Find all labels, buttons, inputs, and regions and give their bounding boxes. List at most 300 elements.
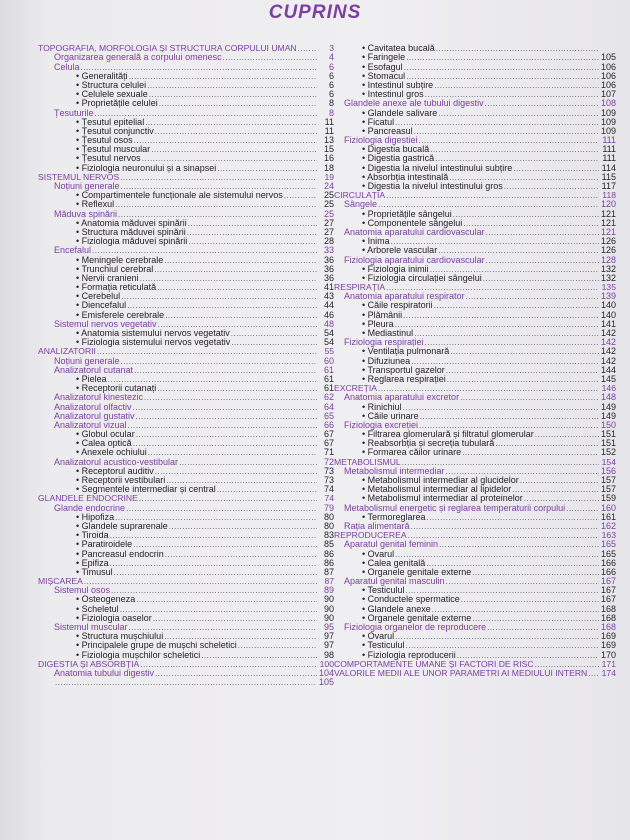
dot-leader: [504, 182, 599, 191]
toc-entry: [334, 513, 616, 522]
dot-leader: [136, 412, 317, 421]
dot-leader: [134, 136, 317, 145]
dot-leader: [128, 421, 317, 430]
dot-leader: [81, 63, 317, 72]
toc-entry-title: • Structura măduvei spinării: [76, 228, 186, 237]
dot-leader: [148, 448, 317, 457]
toc-entry-title: Fiziologia digestiei: [344, 135, 418, 146]
toc-entry-title: Aparatul genital masculin: [344, 576, 445, 587]
toc-entry: [38, 540, 334, 549]
toc-entry-page: 79: [323, 503, 334, 513]
toc-entry-page: 25: [323, 200, 334, 210]
toc-entry: [38, 310, 334, 319]
toc-entry: [334, 72, 616, 81]
toc-entry: [334, 375, 616, 384]
toc-entry-title: Sângele: [344, 200, 378, 210]
toc-entry-title: • Glandele suprarenale: [76, 522, 168, 531]
toc-entry-page: 98: [323, 650, 334, 660]
toc-entry-title: Țesuturile: [54, 108, 94, 118]
toc-entry-title: • Testiculul: [362, 586, 405, 595]
dot-leader: [187, 228, 317, 237]
toc-entry-page: 121: [600, 218, 616, 228]
toc-entry-title: Fiziologia aparatului cardiovascular: [344, 255, 485, 265]
toc-entry-page: 19: [324, 172, 334, 182]
toc-entry-title: • Căile respiratorii: [362, 301, 433, 310]
page-title: CUPRINS: [268, 2, 362, 23]
dot-leader: [155, 669, 317, 678]
dot-leader: [142, 154, 317, 163]
dot-leader: [457, 651, 599, 660]
toc-entry-page: 171: [601, 659, 616, 669]
dot-leader: [159, 99, 317, 108]
dot-leader: [425, 338, 599, 347]
toc-entry-page: 169: [600, 632, 616, 642]
toc-left-column: [38, 44, 334, 687]
toc-entry-page: 142: [600, 356, 616, 366]
toc-entry-title: Metabolismul intermediar: [344, 466, 445, 476]
toc-entry-title: • Formația reticulată: [76, 283, 156, 292]
dot-leader: [395, 320, 599, 329]
toc-entry: [38, 246, 334, 255]
toc-entry: [38, 375, 334, 384]
dot-leader: [513, 164, 599, 173]
toc-entry-page: 11: [324, 117, 334, 127]
dot-leader: [298, 44, 317, 53]
toc-entry-title: • Ficatul: [362, 118, 394, 127]
toc-entry-title: • Absorbția intestinală: [362, 173, 448, 182]
toc-entry-page: 142: [600, 328, 616, 338]
toc-entry: [38, 494, 334, 503]
toc-entry-title: • Trunchiul cerebral: [76, 265, 153, 274]
toc-entry: [38, 439, 334, 448]
dot-leader: [114, 568, 317, 577]
toc-entry-page: 13: [323, 135, 334, 146]
toc-entry-title: • Componentele sângelui: [362, 219, 462, 228]
toc-entry: [38, 72, 334, 81]
toc-entry-title: • Calea genitală: [362, 559, 425, 568]
toc-entry-page: 72: [323, 457, 334, 467]
toc-entry: [38, 163, 334, 172]
toc-entry: [38, 660, 334, 669]
toc-entry: [334, 90, 616, 99]
toc-entry-page: 83: [323, 530, 334, 541]
toc-entry-page: 41: [323, 282, 334, 293]
dot-leader: [164, 256, 317, 265]
toc-entry-page: 16: [323, 154, 334, 164]
toc-entry-title: • Stomacul: [362, 72, 405, 81]
toc-entry-title: • Anatomia măduvei spinării: [76, 219, 187, 228]
toc-entry: [38, 531, 334, 540]
toc-entry-page: 126: [600, 236, 616, 247]
toc-entry-page: 140: [600, 301, 616, 311]
toc-entry: [334, 292, 616, 301]
toc-entry-page: 166: [600, 558, 616, 568]
dot-leader: [120, 173, 317, 182]
toc-entry: [38, 127, 334, 136]
toc-entry: [334, 559, 616, 568]
dot-leader: [133, 540, 317, 549]
toc-entry-page: 144: [600, 365, 616, 375]
toc-entry: [334, 163, 616, 172]
toc-entry: [334, 503, 616, 512]
dot-leader: [439, 540, 599, 549]
toc-entry-title: • Fiziologia reproducerii: [362, 651, 456, 660]
dot-leader: [147, 81, 317, 90]
toc-entry: [334, 53, 616, 62]
toc-entry-page: 86: [323, 549, 334, 559]
toc-entry: [38, 200, 334, 209]
dot-leader: [472, 614, 599, 623]
toc-entry-page: 3: [329, 44, 334, 54]
dot-leader: [395, 118, 599, 127]
dot-leader: [486, 228, 599, 237]
toc-entry-title: Analizatorul olfactiv: [54, 402, 132, 412]
dot-leader: [140, 660, 317, 669]
toc-entry: [334, 173, 616, 182]
dot-leader: [406, 72, 599, 81]
dot-leader: [419, 421, 599, 430]
toc-entry: [38, 485, 334, 494]
toc-entry: [334, 310, 616, 319]
dot-leader: [136, 430, 317, 439]
toc-entry: [334, 127, 616, 136]
dot-leader: [155, 127, 317, 136]
dot-leader: [115, 200, 317, 209]
toc-entry-page: 104: [318, 668, 334, 678]
toc-entry-title: • Compartimentele funcționale ale sistemului nervos: [76, 191, 283, 200]
dot-leader: [149, 90, 317, 99]
toc-entry-title: Măduva spinării: [54, 209, 118, 219]
toc-entry-title: Fiziologia organelor de reproducere: [344, 622, 487, 632]
toc-entry: [334, 118, 616, 127]
dot-leader: [129, 623, 317, 632]
toc-entry: [334, 228, 616, 237]
toc-entry: [38, 503, 334, 512]
dot-leader: [566, 504, 599, 513]
toc-entry-page: 156: [600, 466, 616, 476]
toc-entry: [38, 283, 334, 292]
dot-leader: [447, 375, 599, 384]
dot-leader: [403, 311, 599, 320]
dot-leader: [427, 513, 599, 522]
toc-entry-title: • Plămânii: [362, 311, 402, 320]
toc-entry-page: 61: [323, 374, 334, 384]
toc-entry-title: • Digestia la nivelul intestinului subțire: [362, 164, 512, 173]
dot-leader: [472, 568, 599, 577]
dot-leader: [151, 145, 317, 154]
toc-entry: [334, 338, 616, 347]
toc-entry-title: Rația alimentară: [344, 521, 410, 531]
toc-entry-title: METABOLISMUL: [334, 457, 401, 467]
toc-entry: [334, 301, 616, 310]
dot-leader: [158, 320, 317, 329]
toc-entry-title: • Țesutul osos: [76, 136, 133, 145]
dot-leader: [450, 347, 599, 356]
toc-entry: [38, 44, 334, 53]
toc-entry-page: 73: [323, 466, 334, 476]
toc-entry: [38, 320, 334, 329]
toc-entry-title: • Proprietățile sângelui: [362, 210, 452, 219]
toc-entry-title: Anatomia tubului digestiv: [54, 668, 155, 678]
dot-leader: [426, 559, 599, 568]
toc-entry-title: SISTEMUL NERVOS: [38, 172, 120, 182]
dot-leader: [133, 439, 317, 448]
toc-entry: [38, 366, 334, 375]
dot-leader: [110, 559, 317, 568]
dot-leader: [108, 375, 317, 384]
dot-leader: [406, 586, 599, 595]
dot-leader: [466, 292, 599, 301]
toc-entry: [38, 338, 334, 347]
toc-entry-page: 170: [600, 650, 616, 660]
toc-entry-title: • Fiziologia circulației sângelui: [362, 274, 482, 283]
toc-entry-page: 61: [323, 365, 334, 375]
toc-entry: [334, 265, 616, 274]
toc-entry: [334, 81, 616, 90]
toc-entry-title: Fiziologia respirației: [344, 338, 424, 348]
toc-entry-title: • Glandele salivare: [362, 109, 437, 118]
toc-entry-title: Fiziologia excreției: [344, 420, 419, 430]
toc-entry-page: 66: [323, 420, 334, 430]
toc-entry-title: • Inima: [362, 237, 390, 246]
toc-entry-page: 149: [600, 411, 616, 421]
toc-entry: [334, 136, 616, 145]
toc-entry-page: 111: [602, 135, 616, 146]
toc-entry-title: • Generalități: [76, 72, 128, 81]
toc-entry-title: Sistemul muscular: [54, 622, 128, 632]
toc-entry: [334, 255, 616, 264]
dot-leader: [157, 384, 317, 393]
toc-entry-page: 145: [600, 374, 616, 384]
toc-entry-page: 168: [600, 604, 616, 614]
dot-leader: [434, 81, 599, 90]
toc-entry-title: • Nervii cranieni: [76, 274, 139, 283]
toc-entry-page: 162: [600, 521, 616, 531]
toc-entry-title: • Calea optică: [76, 439, 132, 448]
toc-entry: [38, 448, 334, 457]
toc-entry: [38, 62, 334, 71]
toc-entry-page: 80: [323, 521, 334, 531]
toc-entry: [38, 669, 334, 678]
toc-entry-title: • Metabolismul intermediar al glucidelor: [362, 476, 519, 485]
dot-leader: [165, 311, 317, 320]
toc-entry-title: VALORILE MEDII ALE UNOR PARAMETRI AI MEDIULUI INTERN: [334, 668, 588, 678]
dot-leader: [524, 494, 599, 503]
dot-leader: [395, 550, 599, 559]
toc-entry: [38, 595, 334, 604]
toc-entry: [38, 154, 334, 163]
toc-entry-page: 90: [323, 595, 334, 605]
toc-entry: [334, 641, 616, 650]
toc-entry-title: Glande endocrine: [54, 503, 126, 513]
toc-entry-page: 64: [323, 402, 334, 412]
toc-entry-page: 85: [323, 540, 334, 550]
toc-entry: [334, 522, 616, 531]
toc-entry-page: 33: [323, 246, 334, 256]
toc-entry: [334, 62, 616, 71]
toc-entry: [38, 145, 334, 154]
dot-leader: [419, 136, 599, 145]
toc-entry-page: 121: [600, 209, 616, 219]
toc-entry: [334, 669, 616, 678]
toc-entry-page: 87: [323, 567, 334, 577]
toc-entry-page: 152: [600, 448, 616, 458]
toc-entry-page: 105: [318, 677, 334, 688]
dot-leader: [483, 274, 599, 283]
toc-entry-page: 150: [600, 420, 616, 430]
dot-leader: [179, 458, 317, 467]
toc-entry-page: 24: [323, 181, 334, 191]
toc-entry: [38, 412, 334, 421]
toc-entry-page: 87: [324, 576, 334, 587]
toc-entry-title: • Segmentele intermediar și central: [76, 485, 216, 494]
toc-entry-page: 111: [602, 154, 616, 164]
toc-entry: [38, 393, 334, 402]
dot-leader: [453, 210, 599, 219]
toc-entry-title: • Faringele: [362, 53, 405, 62]
toc-entry-page: 106: [600, 71, 616, 81]
toc-entry: [334, 182, 616, 191]
dot-leader: [223, 53, 317, 62]
toc-entry-title: • Osteogeneza: [76, 595, 135, 604]
toc-entry: [38, 650, 334, 659]
toc-entry-title: • Fiziologia mușchilor scheletici: [76, 651, 200, 660]
toc-entry-page: 28: [323, 236, 334, 247]
dot-leader: [434, 301, 599, 310]
toc-entry-title: Metabolismul energetic și reglarea temperaturii corpului: [344, 503, 566, 513]
toc-entry-title: • Hipofiza: [76, 513, 114, 522]
dot-leader: [495, 439, 599, 448]
dot-leader: [414, 329, 599, 338]
toc-entry-page: 151: [600, 439, 616, 449]
dot-leader: [133, 403, 317, 412]
toc-entry: [334, 191, 616, 200]
dot-leader: [164, 632, 317, 641]
toc-entry: [38, 577, 334, 586]
toc-entry-title: • Digestia bucală: [362, 145, 429, 154]
dot-leader: [404, 63, 599, 72]
toc-entry: [334, 577, 616, 586]
dot-leader: [414, 127, 599, 136]
toc-entry-title: • Anatomia sistemului nervos vegetativ: [76, 329, 230, 338]
dot-leader: [406, 641, 599, 650]
toc-entry: [38, 549, 334, 558]
toc-entry-title: • Diencefalul: [76, 301, 126, 310]
toc-entry: [334, 439, 616, 448]
toc-entry-title: • Digestia la nivelul intestinului gros: [362, 182, 503, 191]
toc-entry-title: • Pielea: [76, 375, 107, 384]
toc-entry-title: • Țesutul conjunctiv: [76, 127, 154, 136]
toc-entry: [38, 604, 334, 613]
toc-entry-page: 48: [323, 319, 334, 329]
toc-entry: [334, 623, 616, 632]
toc-entry-page: 121: [600, 227, 616, 237]
toc-entry-page: 167: [600, 576, 616, 587]
toc-entry: [38, 402, 334, 411]
toc-entry-page: 54: [323, 328, 334, 338]
toc-entry-title: • Celulele sexuale: [76, 90, 148, 99]
toc-entry-title: Analizatorul vizual: [54, 420, 127, 430]
toc-entry-page: 74: [323, 485, 334, 495]
toc-entry-page: 140: [600, 310, 616, 320]
toc-entry-title: DIGESTIA ȘI ABSORBȚIA: [38, 659, 140, 669]
dot-leader: [446, 467, 599, 476]
toc-entry-title: • Țesutul muscular: [76, 145, 150, 154]
toc-entry-title: • Structura celulei: [76, 81, 146, 90]
toc-entry-title: • Mediastinul: [362, 329, 413, 338]
dot-leader: [395, 632, 599, 641]
toc-entry-page: 105: [600, 53, 616, 63]
toc-entry-title: Aparatul genital feminin: [344, 540, 439, 550]
dot-leader: [406, 53, 599, 62]
dot-leader: [378, 384, 599, 393]
dot-leader: [487, 623, 599, 632]
dot-leader: [512, 485, 599, 494]
toc-entry-page: 89: [323, 586, 334, 596]
toc-entry: [38, 173, 334, 182]
toc-entry: [334, 219, 616, 228]
toc-entry-page: 157: [600, 485, 616, 495]
dot-leader: [238, 641, 317, 650]
dot-leader: [110, 531, 317, 540]
toc-entry-page: 165: [600, 540, 616, 550]
toc-entry-page: 128: [600, 255, 616, 265]
dot-leader: [386, 191, 599, 200]
dot-leader: [446, 366, 599, 375]
toc-entry-title: Noțiuni generale: [54, 356, 120, 366]
toc-entry-title: REPRODUCEREA: [334, 530, 407, 541]
dot-leader: [201, 651, 317, 660]
toc-entry-page: 86: [323, 558, 334, 568]
toc-entry-page: 60: [323, 356, 334, 366]
dot-leader: [435, 154, 599, 163]
toc-entry-page: 74: [324, 494, 334, 504]
toc-entry: [334, 485, 616, 494]
dot-leader: [140, 274, 317, 283]
toc-entry-title: • Formarea căilor urinare: [362, 448, 461, 457]
toc-entry-page: 6: [328, 89, 334, 100]
toc-entry-page: 163: [601, 530, 616, 541]
dot-leader: [154, 265, 317, 274]
toc-entry-title: • Metabolismul intermediar al proteinelor: [362, 494, 523, 503]
toc-entry-title: • Țesutul epitelial: [76, 118, 144, 127]
toc-entry-title: CIRCULAȚIA: [334, 191, 386, 201]
toc-entry-page: 108: [600, 99, 616, 109]
toc-entry: [38, 265, 334, 274]
dot-leader: [145, 118, 317, 127]
toc-entry: [334, 237, 616, 246]
toc-entry-title: • Receptorul auditiv: [76, 467, 154, 476]
toc-entry-title: Noțiuni generale: [54, 181, 120, 191]
toc-entry-page: 132: [600, 264, 616, 274]
toc-entry: [38, 255, 334, 264]
toc-entry: [38, 522, 334, 531]
toc-entry: [38, 108, 334, 117]
dot-leader: [139, 494, 317, 503]
toc-entry: [334, 356, 616, 365]
toc-entry-page: 154: [601, 457, 616, 467]
toc-entry: [38, 182, 334, 191]
toc-entry: [334, 604, 616, 613]
toc-entry-title: • Intestinul gros: [362, 90, 424, 99]
toc-entry-title: • Transportul gazelor: [362, 366, 445, 375]
dot-leader: [432, 605, 599, 614]
toc-entry-title: • Scheletul: [76, 605, 119, 614]
dot-leader: [520, 476, 599, 485]
toc-entry-page: 18: [323, 163, 334, 173]
toc-entry: [38, 430, 334, 439]
toc-entry: [38, 274, 334, 283]
